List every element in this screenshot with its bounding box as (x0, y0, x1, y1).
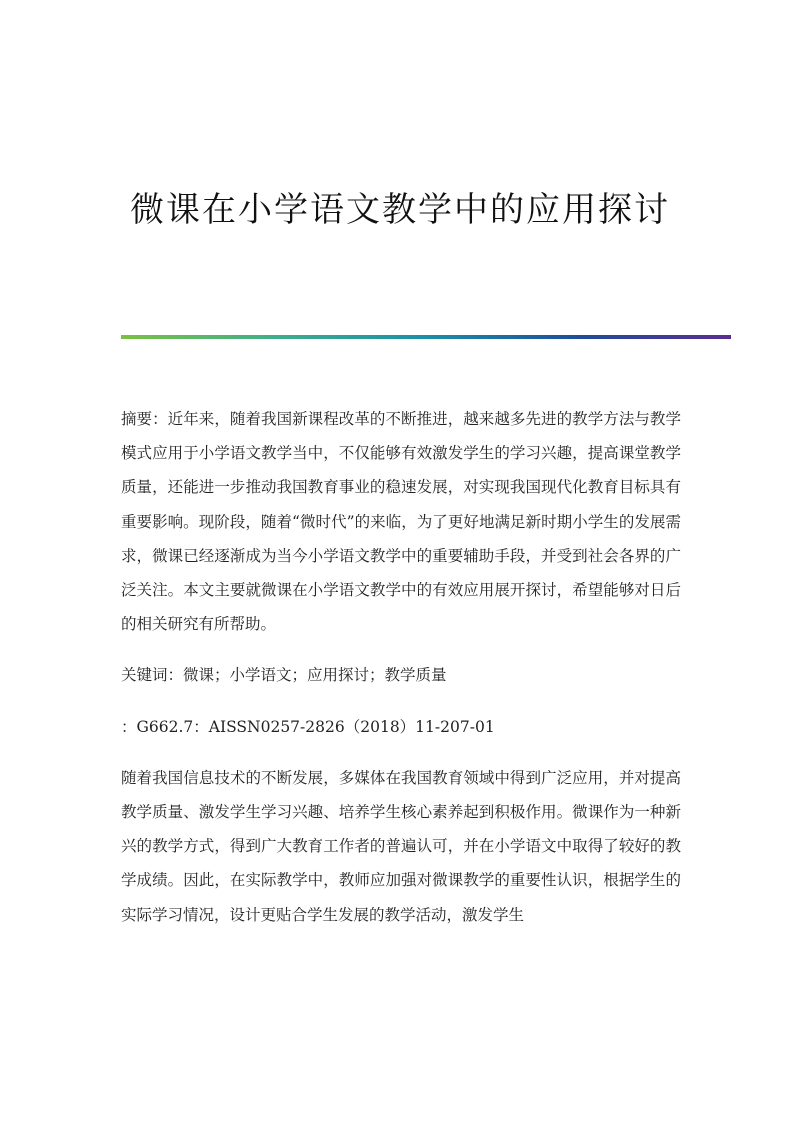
classification-line: ：G662.7：AISSN0257-2826（2018）11-207-01 (121, 717, 495, 736)
body-paragraph: 随着我国信息技术的不断发展，多媒体在我国教育领域中得到广泛应用，并对提高教学质量、激发学生学习兴趣、培养学生核心素养起到积极作用。微课作为一种新兴的教学方式，得到广大教育工作者的普遍认可，并在小学语文中取得了较好的教学成绩。因此，在实际教学中，教师应加强对微课教学的重要性认识，根据学生的实际学习情况，设计更贴合学生发展的教学活动，激发学生 (121, 768, 681, 924)
abstract-paragraph: 摘要：近年来，随着我国新课程改革的不断推进，越来越多先进的教学方法与教学模式应用于小学语文教学当中，不仅能够有效激发学生的学习兴趣，提高课堂教学质量，还能进一步推动我国教育事业的稳速发展，对实现我国现代化教育目标具有重要影响。现阶段，随着“微时代”的来临，为了更好地满足新时期小学生的发展需求，微课已经逐渐成为当今小学语文教学中的重要辅助手段，并受到社会各界的广泛关注。本文主要就微课在小学语文教学中的有效应用展开探讨，希望能够对日后的相关研究有所帮助。 (121, 410, 681, 634)
title-divider (121, 335, 731, 339)
keywords-line: 关键词：微课；小学语文；应用探讨；教学质量 (121, 666, 447, 685)
document-title: 微课在小学语文教学中的应用探讨 (130, 190, 670, 230)
document-body (121, 402, 681, 950)
